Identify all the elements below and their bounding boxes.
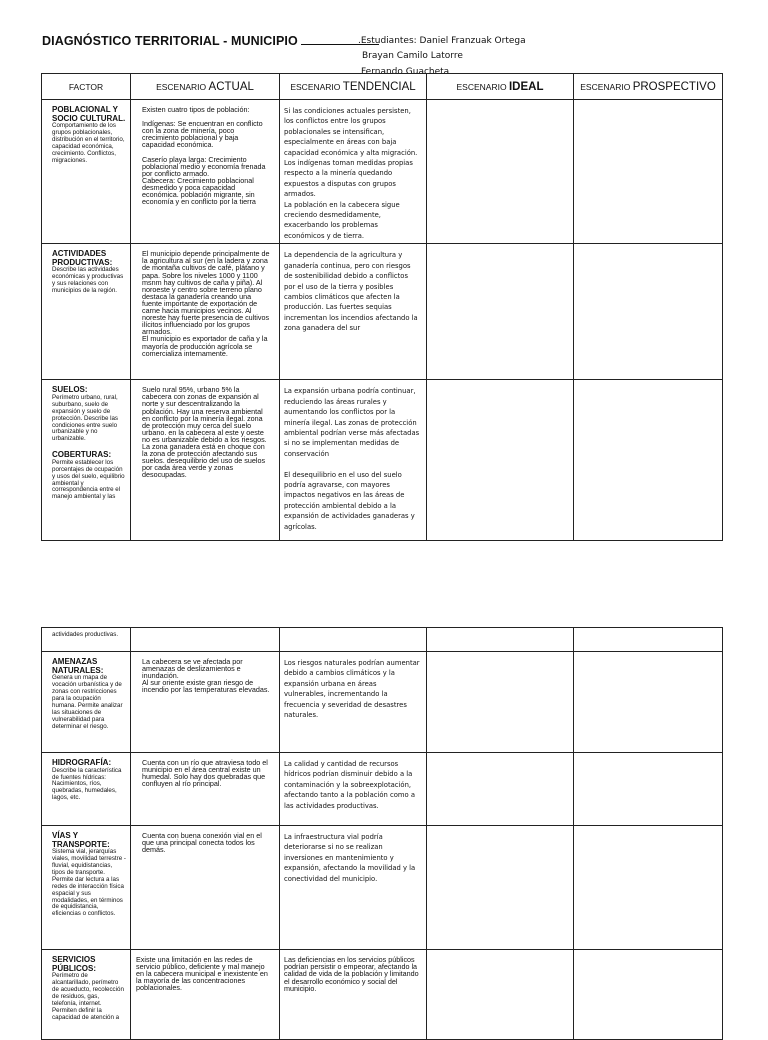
tendencial-cell: La calidad y cantidad de recursos hídricos podrían disminuir debido a la contaminación y la sobreexplotación, afectando tanto a la población como a las actividades productivas. (280, 753, 427, 826)
table-row (42, 826, 723, 950)
ideal-cell (427, 652, 574, 753)
scenario-table-page-1 (41, 73, 723, 541)
tendencial-cell: Si las condiciones actuales persisten, los conflictos entre los grupos poblacionales se intensifican, especialmente en áreas con baja capacidad económica y alta migración. Los indígenas toman medidas propias respecto a la minería quedando expuestos a disputas con grupos armados. La población en la cabecera sigue creciendo desmedidamente, exacerbando los problemas económicos y de tierra. (280, 100, 427, 244)
ideal-cell (427, 628, 574, 652)
student-3: Fernando Guacheta (361, 66, 450, 77)
prospectivo-cell (574, 244, 723, 380)
tendencial-cell (280, 628, 427, 652)
prospectivo-cell (574, 753, 723, 826)
table-row (42, 244, 723, 380)
actual-cell: La cabecera se ve afectada por amenazas de deslizamientos e inundación. Al sur oriente existe gran riesgo de incendio por las temperaturas elevadas. (131, 652, 280, 753)
prospectivo-cell (574, 100, 723, 244)
ideal-cell (427, 380, 574, 541)
tendencial-cell: La dependencia de la agricultura y ganadería continua, pero con riesgos de sostenibilidad debido a conflictos por el uso de la tierra y posibles cambios climáticos que afecten la producción. Las fuertes sequias incrementan los incendios afectando la zona ganadera del sur (280, 244, 427, 380)
header-actual: ESCENARIO ACTUAL (131, 74, 280, 100)
prospectivo-cell (574, 652, 723, 753)
tendencial-cell: Los riesgos naturales podrían aumentar debido a cambios climáticos y la expansión urbana en áreas vulnerables, incrementando la frecuencia y severidad de desastres naturales. (280, 652, 427, 753)
prospectivo-cell (574, 628, 723, 652)
header-ideal: ESCENARIO IDEAL (427, 74, 574, 100)
tendencial-cell: Las deficiencias en los servicios públicos podrían persistir o empeorar, afectando la calidad de vida de la población y limitando el desarrollo económico y social del municipio. (280, 950, 427, 1040)
actual-cell: Cuenta con buena conexión vial en el que una principal conecta todos los demás. (131, 826, 280, 950)
actual-cell: Existe una limitación en las redes de servicio público, deficiente y mal manejo en la cabecera municipal e inexistente en la mayoría de las concentraciones poblacionales. (131, 950, 280, 1040)
factor-cell: actividades productivas. (42, 628, 131, 652)
ideal-cell (427, 826, 574, 950)
document-title (42, 33, 379, 48)
prospectivo-cell (574, 826, 723, 950)
table-row (42, 100, 723, 244)
prospectivo-cell (574, 950, 723, 1040)
factor-cell: HIDROGRAFÍA: Describe la característica de fuentes hídricas: Nacimientos, ríos, quebradas, humedales, lagos, etc. (42, 753, 131, 826)
actual-cell: El municipio depende principalmente de la agricultura al sur (en la ladera y zona de montaña cultivos de café, plátano y papa. Sobre los niveles 1000 y 1100 msnm hay cultivos de caña y piña). Al noroeste y centro sobre terreno plano destaca la ganadería creando una fuente importante de exportación de carne hacia municipios vecinos. Al noreste hay fuerte presencia de cultivos ilícitos influenciado por los grupos armados. El municipio es exportador de caña y la mayoría de producción agrícola se comercializa internamente. (131, 244, 280, 380)
header-tendencial: ESCENARIO TENDENCIAL (280, 74, 427, 100)
header-row (42, 74, 723, 100)
actual-cell (131, 628, 280, 652)
header-factor: FACTOR (42, 74, 131, 100)
prospectivo-cell (574, 380, 723, 541)
ideal-cell (427, 753, 574, 826)
student-1: .Estudiantes: Daniel Franzuak Ortega (358, 36, 526, 46)
factor-cell: SERVICIOS PÚBLICOS: Perímetro de alcantarillado, perímetro de acueducto, recolección de residuos, gas, telefonía, internet. Permiten definir la capacidad de atención a (42, 950, 131, 1040)
table-row (42, 950, 723, 1040)
factor-cell: ACTIVIDADES PRODUCTIVAS: Describe las actividades económicas y productivas y sus relaciones con municipios de la región. (42, 244, 131, 380)
factor-cell: SUELOS: Perímetro urbano, rural, suburbano, suelo de expansión y suelo de protección. Describe las condiciones entre suelo urbanizable y no urbanizable. COBERTURAS: Permite establecer los porcentajes de ocupación y usos del suelo, equilibrio ambiental y correspondencia entre el manejo ambiental y las (42, 380, 131, 541)
title-text: DIAGNÓSTICO TERRITORIAL - MUNICIPIO (42, 34, 298, 48)
actual-cell: Cuenta con un río que atraviesa todo el municipio en el área central existe un humedal. Solo hay dos quebradas que confluyen al río principal. (131, 753, 280, 826)
ideal-cell (427, 100, 574, 244)
header-prospectivo: ESCENARIO PROSPECTIVO (574, 74, 723, 100)
scenario-table-page-2 (41, 627, 723, 1040)
table-row (42, 652, 723, 753)
factor-cell: AMENAZAS NATURALES: Genera un mapa de vocación urbanística y de zonas con restricciones para la ocupación humana. Permite analizar las situaciones de vulnerabilidad para determinar el riesgo. (42, 652, 131, 753)
actual-cell: Suelo rural 95%, urbano 5% la cabecera con zonas de expansión al norte y sur descentralizando la población. Hay una reserva ambiental en conflicto por la minería ilegal. zona de protección muy cerca del suelo urbano. en la cabecera al este y oeste no es urbanizable debido a los riesgos. La zona ganadera está en choque con la zona de protección afectando sus suelos. desequilibrio del uso de suelos por cada área verde y zonas desocupadas. (131, 380, 280, 541)
factor-cell: POBLACIONAL Y SOCIO CULTURAL. Comportamiento de los grupos poblacionales, distribución en el territorio, capacidad económica, crecimiento. Conflictos, migraciones. (42, 100, 131, 244)
factor-cell: VÍAS Y TRANSPORTE: Sistema vial, jerarquías viales, movilidad terrestre - fluvial, equidistancias, tipos de transporte. Permite dar lectura a las redes de interacción física espacial y sus modalidades, en términos de equidistancia, eficiencias o conflictos. (42, 826, 131, 950)
ideal-cell (427, 950, 574, 1040)
student-2: Brayan Camilo Latorre (362, 51, 463, 62)
table-row (42, 628, 723, 652)
table-row (42, 380, 723, 541)
ideal-cell (427, 244, 574, 380)
table-row (42, 753, 723, 826)
tendencial-cell: La infraestructura vial podría deteriorarse si no se realizan inversiones en mantenimiento y expansión, afectando la movilidad y la conectividad del municipio. (280, 826, 427, 950)
tendencial-cell: La expansión urbana podría continuar, reduciendo las áreas rurales y aumentando los conflictos por la minería ilegal. Las zonas de protección ambiental podrían verse más afectadas si no se implementan medidas de conservación El desequilibrio en el uso del suelo podría agravarse, con mayores impactos negativos en las áreas de protección ambiental debido a la expansión de actividades ganaderas y agrícolas. (280, 380, 427, 541)
actual-cell: Existen cuatro tipos de población: Indígenas: Se encuentran en conflicto con la zona de minería, poco crecimiento poblacional y baja capacidad económica. Caserío playa larga: Crecimiento poblacional medio y economía frenada por conflicto armado. Cabecera: Crecimiento poblacional desmedido y poca capacidad económica. población migrante, sin economía y en conflicto por la tierra (131, 100, 280, 244)
